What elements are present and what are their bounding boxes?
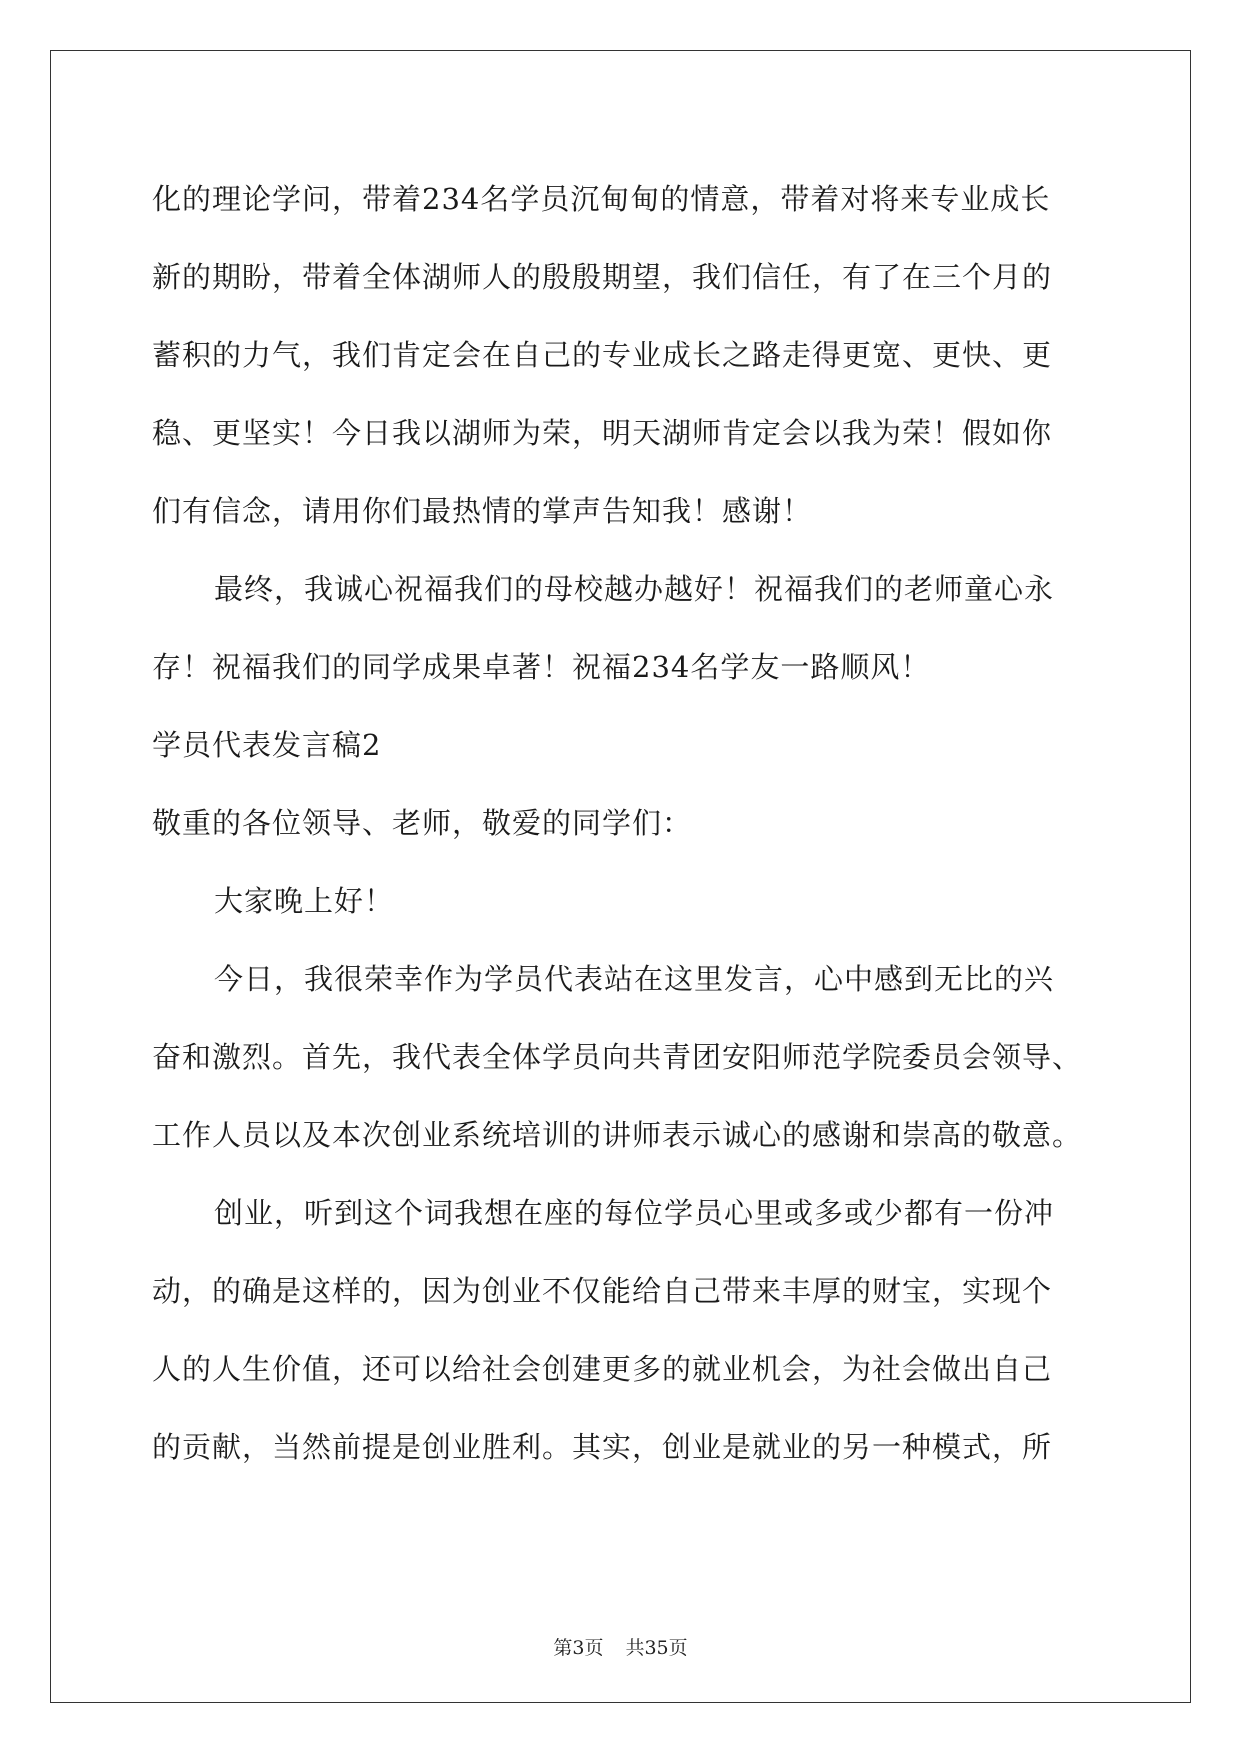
text-line: 动，的确是这样的，因为创业不仅能给自己带来丰厚的财宝，实现个	[152, 1274, 1053, 1308]
section-heading: 学员代表发言稿2	[152, 728, 382, 762]
page-total: 共35页	[625, 1637, 688, 1659]
text-line: 奋和激烈。首先，我代表全体学员向共青团安阳师范学院委员会领导、	[152, 1040, 1083, 1074]
text-line: 们有信念，请用你们最热情的掌声告知我！感谢！	[152, 494, 813, 528]
text-line: 化的理论学问，带着234名学员沉甸甸的情意，带着对将来专业成长	[152, 182, 1051, 216]
text-line: 稳、更坚实！今日我以湖师为荣，明天湖师肯定会以我为荣！假如你	[152, 416, 1053, 450]
text-line: 新的期盼，带着全体湖师人的殷殷期望，我们信任，有了在三个月的	[152, 260, 1053, 294]
text-line: 工作人员以及本次创业系统培训的讲师表示诚心的感谢和崇高的敬意。	[152, 1118, 1083, 1152]
greeting: 大家晚上好！	[214, 884, 395, 918]
text-line: 存！祝福我们的同学成果卓著！祝福234名学友一路顺风！	[152, 650, 931, 684]
text-line: 最终，我诚心祝福我们的母校越办越好！祝福我们的老师童心永	[214, 572, 1055, 606]
salutation: 敬重的各位领导、老师，敬爱的同学们：	[152, 806, 693, 840]
page-number: 第3页	[553, 1637, 604, 1659]
text-line: 蓄积的力气，我们肯定会在自己的专业成长之路走得更宽、更快、更	[152, 338, 1053, 372]
text-line: 的贡献，当然前提是创业胜利。其实，创业是就业的另一种模式，所	[152, 1430, 1053, 1464]
page-footer	[0, 1633, 1241, 1660]
text-line: 今日，我很荣幸作为学员代表站在这里发言，心中感到无比的兴	[214, 962, 1055, 996]
document-body	[152, 160, 1092, 1486]
text-line: 创业，听到这个词我想在座的每位学员心里或多或少都有一份冲	[214, 1196, 1055, 1230]
text-line: 人的人生价值，还可以给社会创建更多的就业机会，为社会做出自己	[152, 1352, 1053, 1386]
